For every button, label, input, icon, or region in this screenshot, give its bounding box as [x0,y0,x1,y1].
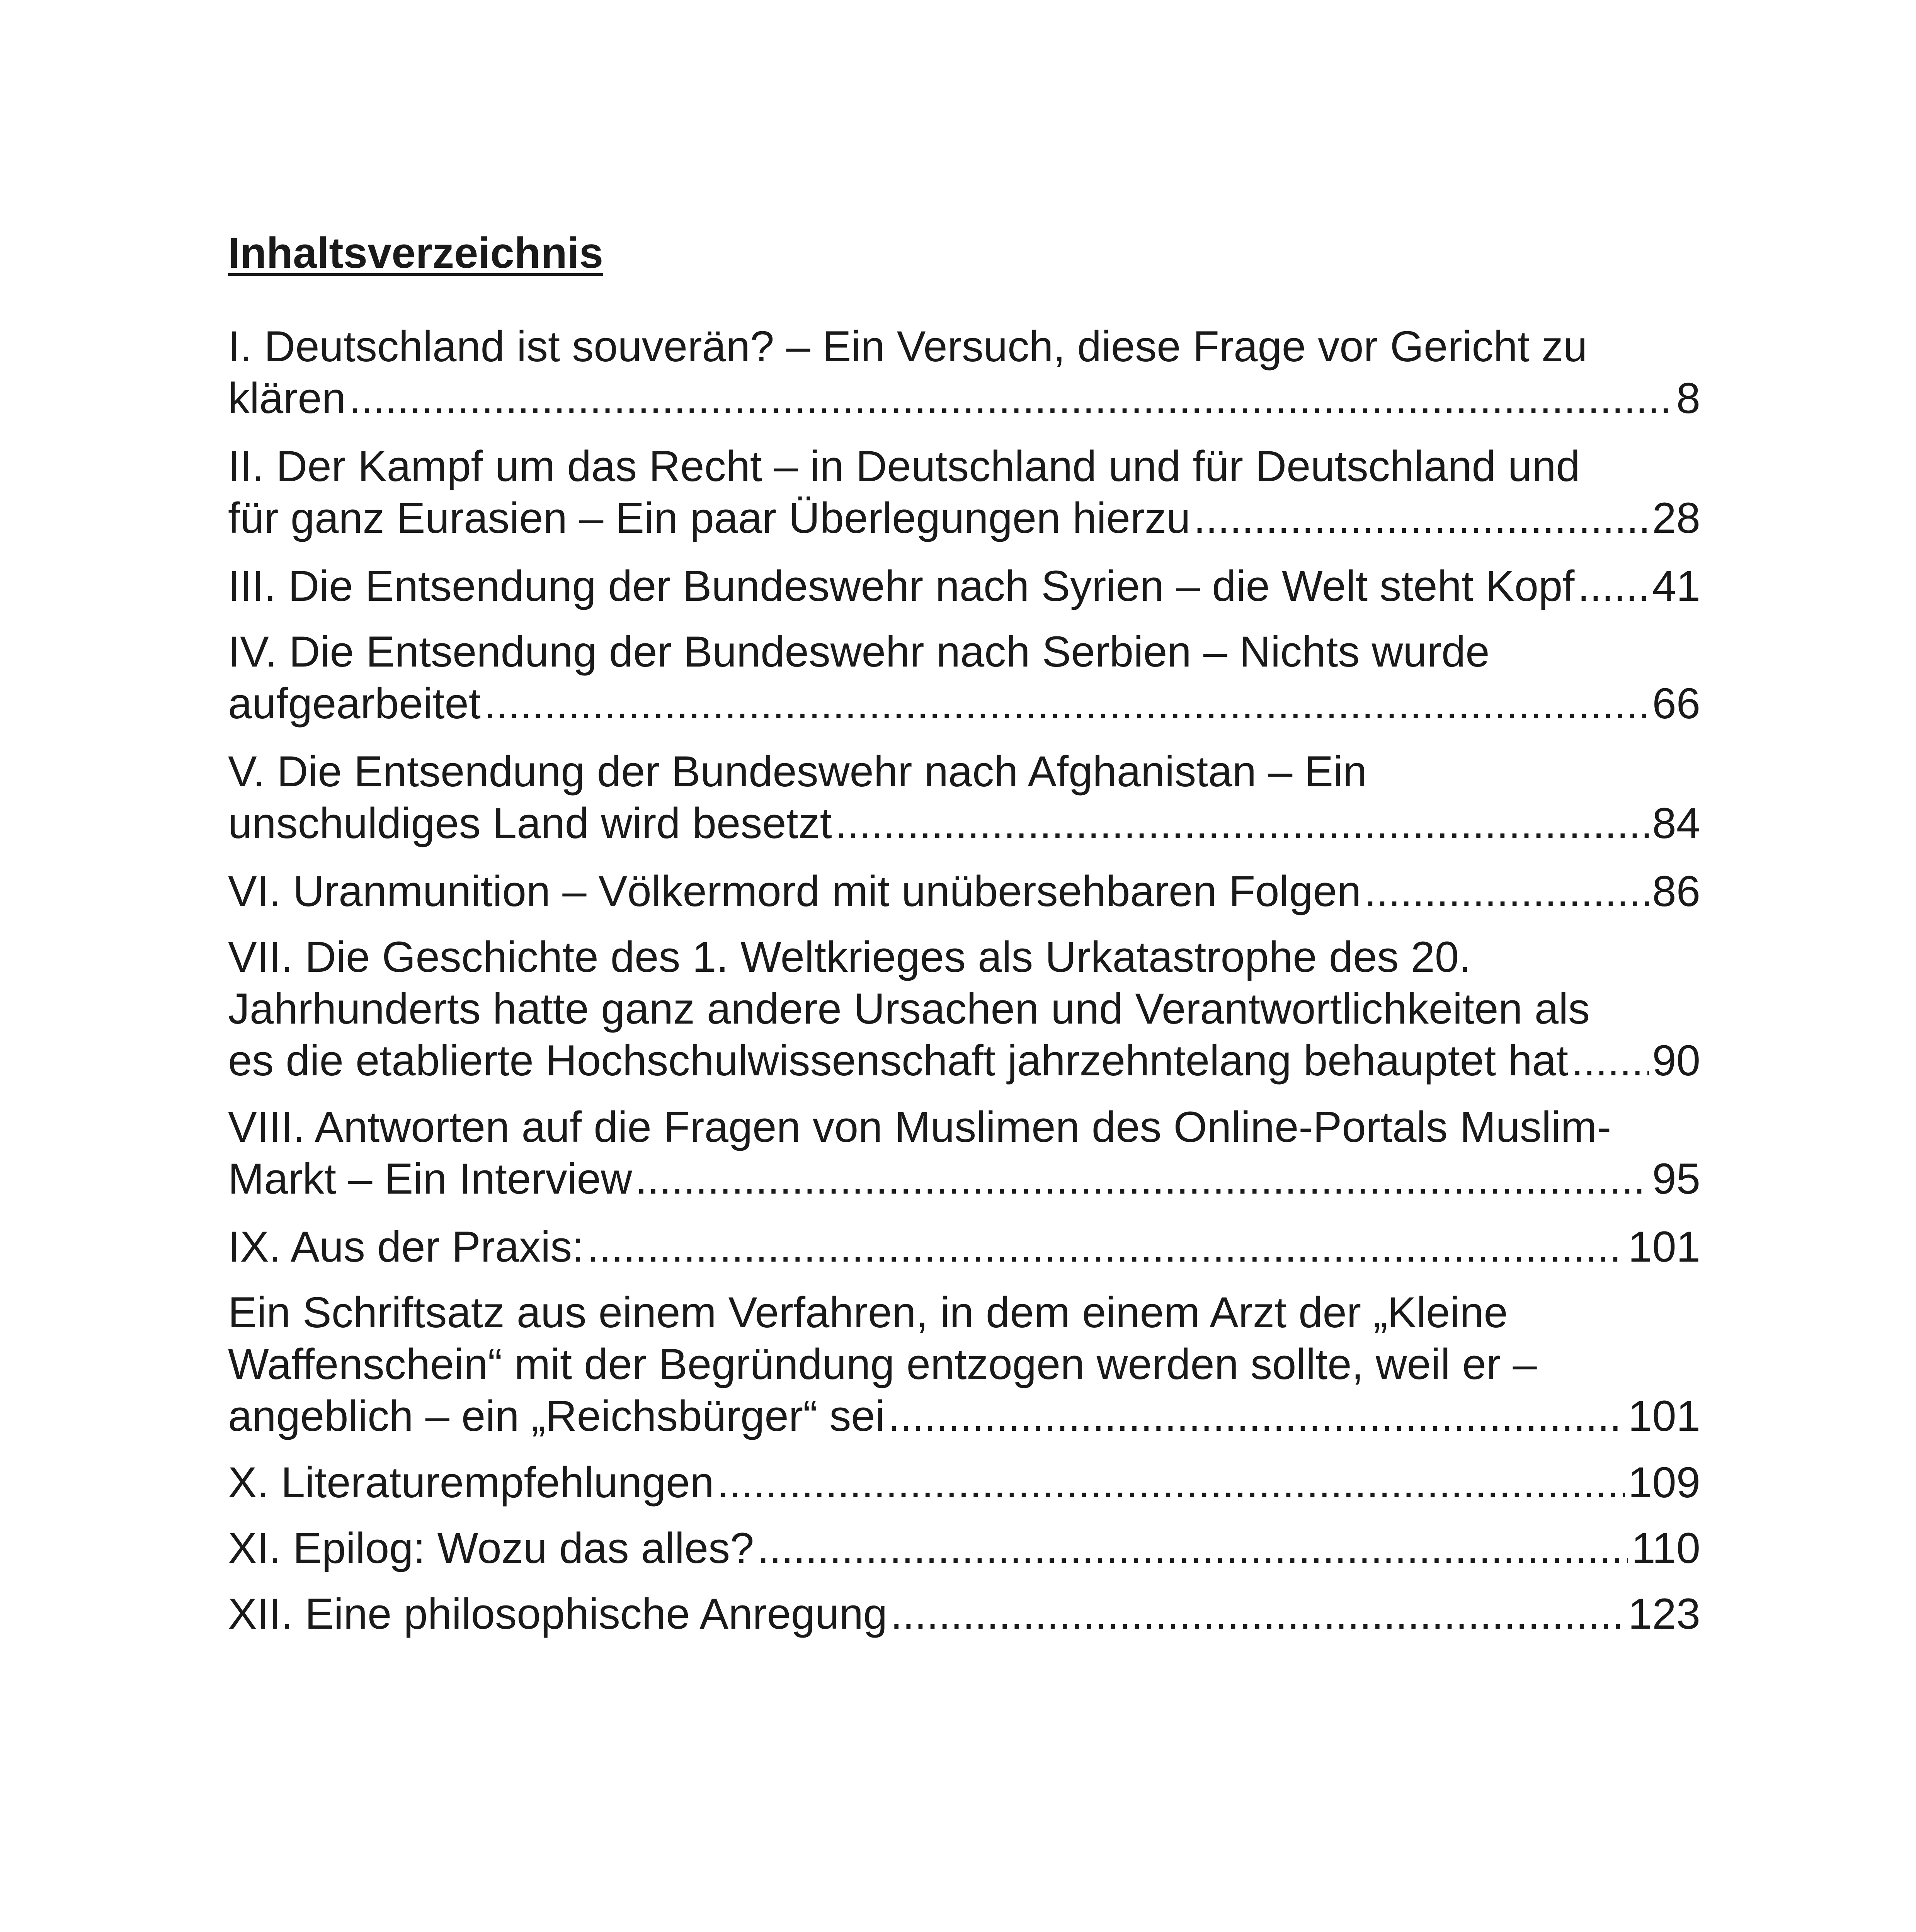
toc-line [228,440,1700,492]
toc-line [228,1522,1700,1574]
toc-page-number: 41 [1652,562,1700,610]
toc-line [228,1101,1700,1153]
toc-page-number: 101 [1628,1392,1700,1440]
toc-line [228,798,1700,849]
toc-line [228,1457,1700,1509]
toc-entry-text: XII. Eine philosophische Anregung [228,1590,888,1638]
toc-entry [228,1221,1700,1273]
toc-entry-text: VIII. Antworten auf die Fragen von Muslimen des Online-Portals Muslim- [228,1103,1611,1151]
toc-line [228,1153,1700,1205]
toc-entry-text: VII. Die Geschichte des 1. Weltkrieges als Urkatastrophe des 20. [228,933,1471,981]
toc-entry-text: III. Die Entsendung der Bundeswehr nach Syrien – die Welt steht Kopf [228,562,1575,610]
toc-entry-text: II. Der Kampf um das Recht – in Deutschland und für Deutschland und [228,442,1580,490]
toc-line [228,560,1700,612]
toc-line [228,1390,1700,1442]
toc-line [228,492,1700,544]
toc-page-number: 110 [1631,1524,1700,1572]
toc-entry [228,321,1700,424]
toc-entry [228,1588,1700,1640]
toc-entry-text: V. Die Entsendung der Bundeswehr nach Afghanistan – Ein [228,747,1367,796]
dot-leader [635,1153,1649,1205]
dot-leader [757,1522,1628,1574]
toc-page-number: 84 [1652,799,1700,847]
toc-entry [228,1522,1700,1574]
toc-page-number: 123 [1628,1590,1700,1638]
toc-entry-text: IX. Aus der Praxis: [228,1223,584,1271]
dot-leader [1571,1035,1649,1087]
toc-entry-text: unschuldiges Land wird besetzt [228,799,832,847]
toc-entry-text: IV. Die Entsendung der Bundeswehr nach Serbien – Nichts wurde [228,628,1490,676]
toc-entry-text: X. Literaturempfehlungen [228,1458,714,1507]
toc-entry-text: Waffenschein“ mit der Begründung entzogen werden sollte, weil er – [228,1340,1537,1388]
toc-page-number: 95 [1652,1155,1700,1203]
toc-page-number: 109 [1628,1458,1700,1507]
toc-line [228,1338,1700,1390]
dot-leader [1577,560,1649,612]
toc-line [228,321,1700,372]
toc-page-number: 28 [1652,494,1700,542]
toc-line [228,1221,1700,1273]
toc-line [228,983,1700,1035]
toc-line [228,1035,1700,1087]
toc-entry-text: klären [228,374,346,422]
toc-entry [228,560,1700,612]
toc-page-number: 86 [1652,867,1700,915]
toc-line [228,931,1700,983]
toc-entry-text: VI. Uranmunition – Völkermord mit unübersehbaren Folgen [228,867,1361,915]
toc-entry-text: angeblich – ein „Reichsbürger“ sei [228,1392,885,1440]
toc-entry [228,1101,1700,1205]
dot-leader [888,1390,1625,1442]
dot-leader [1193,492,1649,544]
toc-line [228,866,1700,917]
dot-leader [835,798,1649,849]
toc-entry [228,440,1700,544]
toc-entry [228,746,1700,849]
toc-entry-text: Jahrhunderts hatte ganz andere Ursachen und Verantwortlichkeiten als [228,985,1590,1033]
toc-line [228,746,1700,798]
dot-leader [890,1588,1625,1640]
toc-line [228,678,1700,730]
toc-page-number: 8 [1676,374,1700,422]
toc-entry-text: für ganz Eurasien – Ein paar Überlegungen hierzu [228,494,1191,542]
dot-leader [587,1221,1625,1273]
toc-entry-text: es die etablierte Hochschulwissenschaft jahrzehntelang behauptet hat [228,1036,1569,1085]
toc-entry-text: XI. Epilog: Wozu das alles? [228,1524,754,1572]
toc-page-number: 101 [1628,1223,1700,1271]
toc-page-number: 90 [1652,1036,1700,1085]
toc-page-number: 66 [1652,679,1700,728]
dot-leader [349,372,1673,424]
toc-heading: Inhaltsverzeichnis [228,229,604,277]
toc-line [228,372,1700,424]
toc-entry-text: aufgearbeitet [228,679,481,728]
dot-leader [717,1457,1625,1509]
toc-entry [228,931,1700,1087]
dot-leader [484,678,1649,730]
toc-entry-text: Ein Schriftsatz aus einem Verfahren, in dem einem Arzt der „Kleine [228,1288,1508,1337]
dot-leader [1364,866,1649,917]
toc-entry [228,1457,1700,1509]
toc-line [228,626,1700,678]
toc-entry [228,1287,1700,1442]
toc-entry-text: I. Deutschland ist souverän? – Ein Versuch, diese Frage vor Gericht zu [228,322,1588,371]
toc-entry [228,866,1700,917]
toc-line [228,1588,1700,1640]
toc-entry [228,626,1700,730]
toc-entry-text: Markt – Ein Interview [228,1155,632,1203]
toc-line [228,1287,1700,1338]
